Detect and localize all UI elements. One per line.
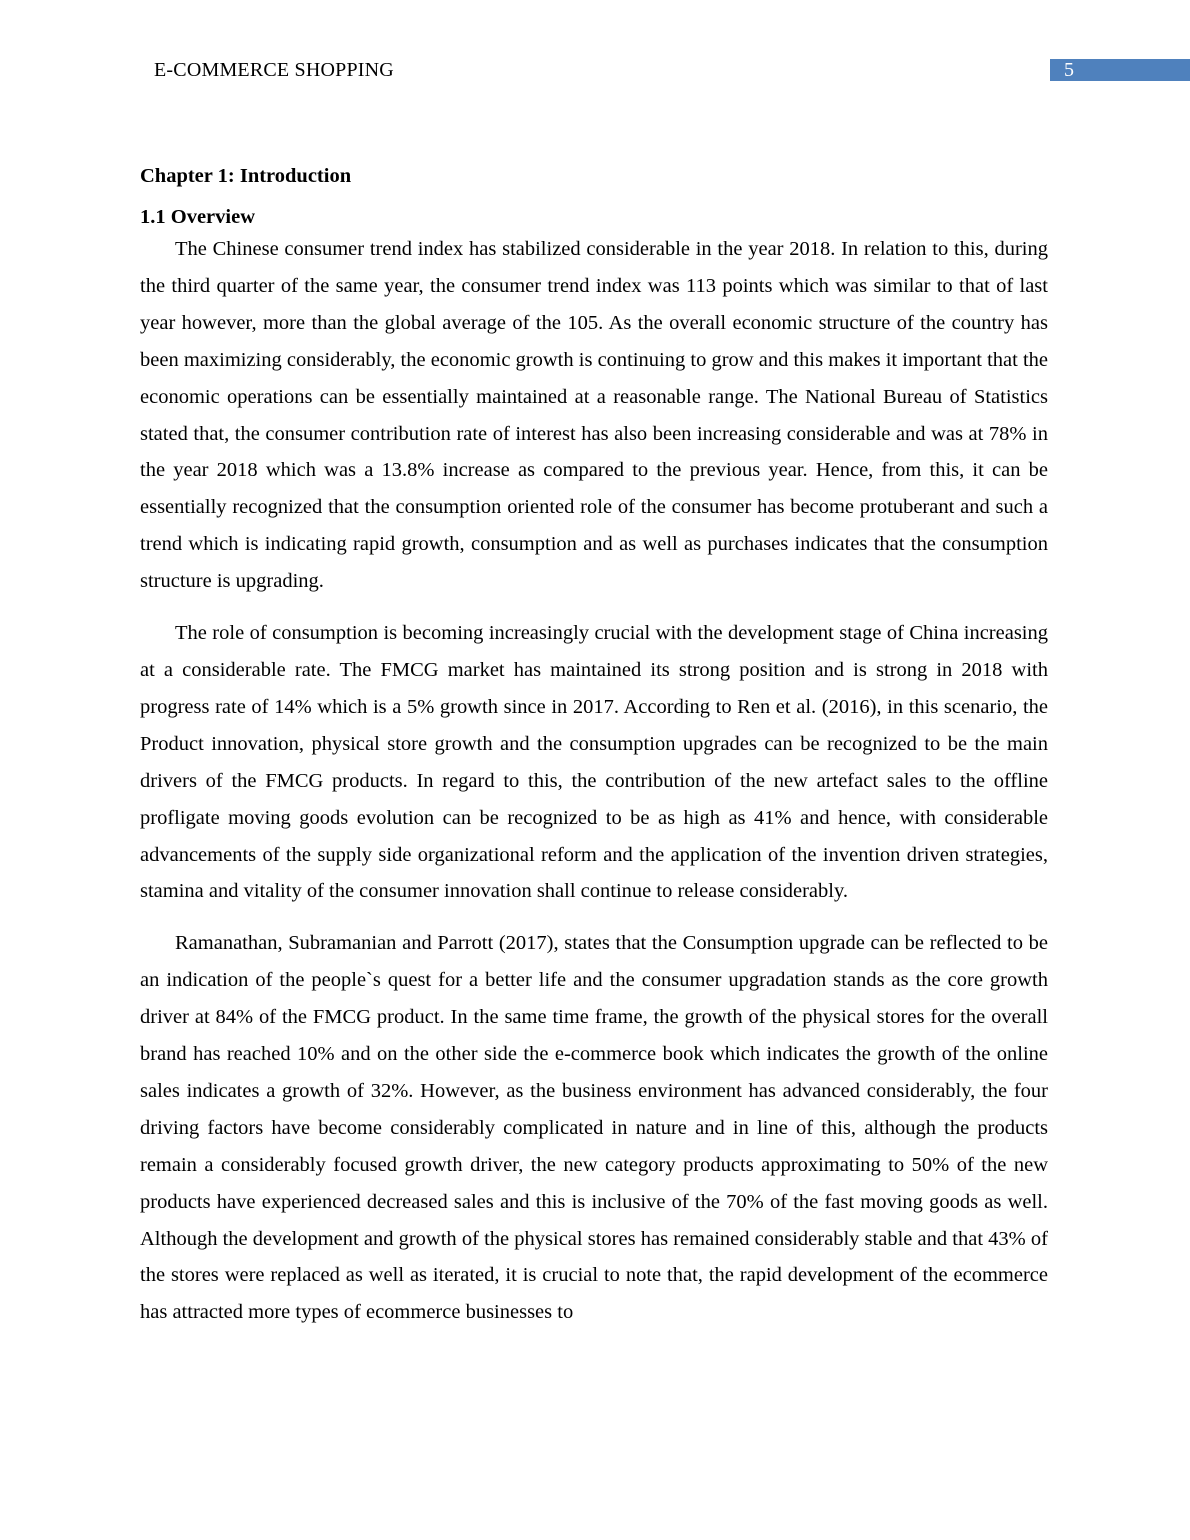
running-head-title: E-COMMERCE SHOPPING — [154, 59, 394, 81]
document-body — [140, 162, 1048, 1346]
section-title: 1.1 Overview — [140, 206, 255, 228]
paragraph-3: Ramanathan, Subramanian and Parrott (2017), states that the Consumption upgrade can be reflected to be an indication of the people`s quest for a better life and the consumer upgradation stands as the core growth driver at 84% of the FMCG product. In the same time frame, the growth of the physical stores for the overall brand has reached 10% and on the other side the e-commerce book which indicates the growth of the online sales indicates a growth of 32%. However, as the business environment has advanced considerably, the four driving factors have become considerably complicated in nature and in line of this, although the products remain a considerably focused growth driver, the new category products approximating to 50% of the new products have experienced decreased sales and this is inclusive of the 70% of the fast moving goods as well. Although the development and growth of the physical stores has remained considerably stable and that 43% of the stores were replaced as well as iterated, it is crucial to note that, the rapid development of the ecommerce has attracted more types of ecommerce businesses to — [140, 932, 1048, 1324]
page-number: 5 — [1050, 59, 1190, 81]
chapter-title: Chapter 1: Introduction — [140, 165, 352, 187]
paragraph-2: The role of consumption is becoming increasingly crucial with the development stage of China increasing at a considerable rate. The FMCG market has maintained its strong position and is strong in 2018 with progress rate of 14% which is a 5% growth since in 2017. According to Ren et al. (2016), in this scenario, the Product innovation, physical store growth and the consumption upgrades can be recognized to be the main drivers of the FMCG products. In regard to this, the contribution of the new artefact sales to the offline profligate moving goods evolution can be recognized to be as high as 41% and hence, with considerable advancements of the supply side organizational reform and the application of the invention driven strategies, stamina and vitality of the consumer innovation shall continue to release considerably. — [140, 622, 1048, 903]
paragraph-1: The Chinese consumer trend index has stabilized considerable in the year 2018. In relation to this, during the third quarter of the same year, the consumer trend index was 113 points which was similar to that of last year however, more than the global average of the 105. As the overall economic structure of the country has been maximizing considerably, the economic growth is continuing to grow and this makes it important that the economic operations can be essentially maintained at a reasonable range. The National Bureau of Statistics stated that, the consumer contribution rate of interest has also been increasing considerable and was at 78% in the year 2018 which was a 13.8% increase as compared to the previous year. Hence, from this, it can be essentially recognized that the consumption oriented role of the consumer has become protuberant and such a trend which is indicating rapid growth, consumption and as well as purchases indicates that the consumption structure is upgrading. — [140, 238, 1048, 593]
